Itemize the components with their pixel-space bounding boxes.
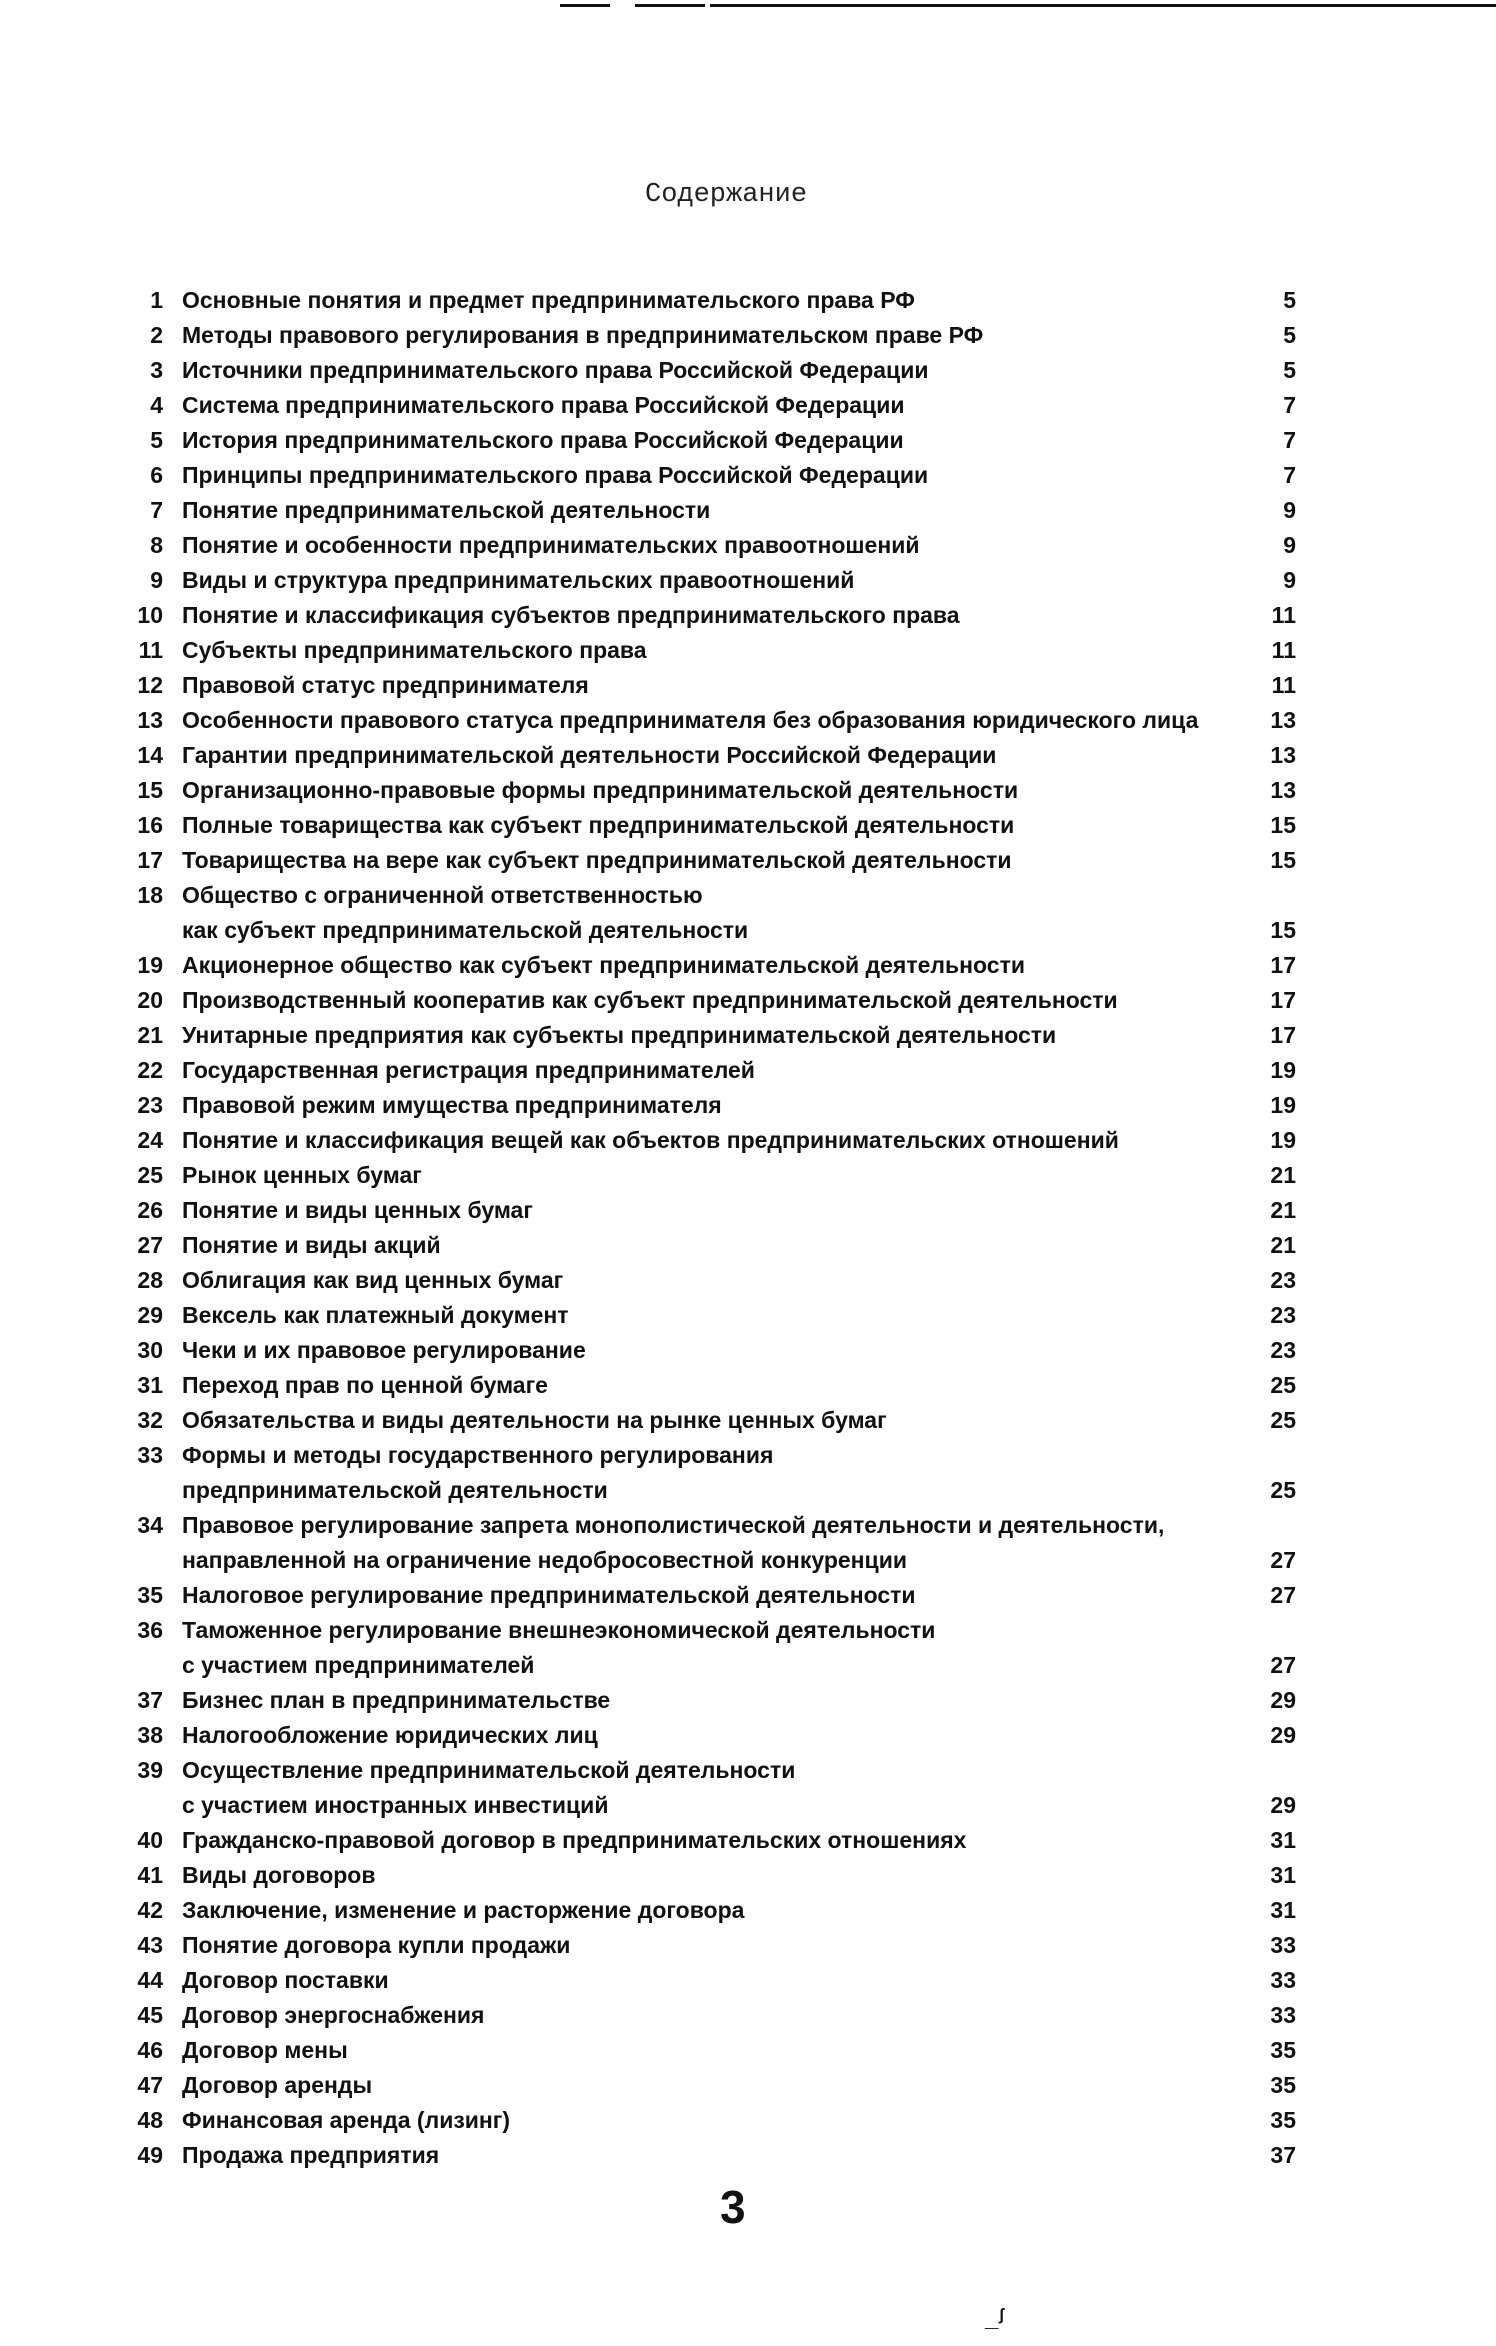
entry-page: 35 xyxy=(1270,2107,1296,2133)
entry-page: 17 xyxy=(1270,1022,1296,1048)
entry-number: 48 xyxy=(137,2107,163,2133)
entry-title: Принципы предпринимательского права Российской Федерации xyxy=(182,462,929,488)
entry-page: 9 xyxy=(1283,497,1296,523)
entry-number: 32 xyxy=(137,1407,163,1433)
entry-title: Таможенное регулирование внешнеэкономической деятельности xyxy=(182,1617,936,1643)
entry-number: 39 xyxy=(137,1757,163,1783)
toc-entry xyxy=(0,1893,1496,1928)
entry-page: 19 xyxy=(1270,1057,1296,1083)
entry-title: Система предпринимательского права Российской Федерации xyxy=(182,392,905,418)
entry-page: 11 xyxy=(1271,672,1296,698)
toc-entry xyxy=(0,633,1496,668)
entry-page: 11 xyxy=(1271,602,1296,628)
entry-title: Методы правового регулирования в предпринимательском праве РФ xyxy=(182,322,984,348)
toc-entry xyxy=(0,563,1496,598)
entry-title: Акционерное общество как субъект предпринимательской деятельности xyxy=(182,952,1025,978)
entry-number: 6 xyxy=(150,462,163,488)
entry-title: Источники предпринимательского права Российской Федерации xyxy=(182,357,929,383)
entry-title: Основные понятия и предмет предпринимательского права РФ xyxy=(182,287,915,313)
entry-page: 33 xyxy=(1270,1932,1296,1958)
entry-number: 3 xyxy=(150,357,163,383)
entry-number: 31 xyxy=(137,1372,163,1398)
entry-page: 11 xyxy=(1271,637,1296,663)
entry-page: 7 xyxy=(1283,427,1296,453)
toc-entry xyxy=(0,703,1496,738)
entry-number: 9 xyxy=(150,567,163,593)
toc-entry xyxy=(0,773,1496,808)
toc-entry xyxy=(0,2138,1496,2173)
toc-entry xyxy=(0,1613,1496,1648)
toc-entry xyxy=(0,1298,1496,1333)
entry-number: 17 xyxy=(137,847,163,873)
entry-title: Особенности правового статуса предпринимателя без образования юридического лица xyxy=(182,707,1199,733)
entry-page: 7 xyxy=(1283,392,1296,418)
entry-title: Правовой режим имущества предпринимателя xyxy=(182,1092,722,1118)
top-scan-line xyxy=(560,4,610,7)
entry-title: Чеки и их правовое регулирование xyxy=(182,1337,586,1363)
entry-page: 19 xyxy=(1270,1092,1296,1118)
entry-title: Унитарные предприятия как субъекты предпринимательской деятельности xyxy=(182,1022,1057,1048)
entry-number: 21 xyxy=(137,1022,163,1048)
toc-entry xyxy=(0,808,1496,843)
table-of-contents xyxy=(0,283,1496,2173)
entry-title: Понятие предпринимательской деятельности xyxy=(182,497,711,523)
entry-number: 47 xyxy=(137,2072,163,2098)
toc-entry xyxy=(0,1403,1496,1438)
entry-number: 8 xyxy=(150,532,163,558)
toc-entry xyxy=(0,2068,1496,2103)
entry-number: 20 xyxy=(137,987,163,1013)
entry-page: 23 xyxy=(1270,1302,1296,1328)
toc-entry xyxy=(0,1753,1496,1788)
toc-entry xyxy=(0,1368,1496,1403)
entry-number: 45 xyxy=(137,2002,163,2028)
entry-page: 15 xyxy=(1270,847,1296,873)
entry-title: Формы и методы государственного регулирования xyxy=(182,1442,774,1468)
entry-title: Рынок ценных бумаг xyxy=(182,1162,422,1188)
entry-title: направленной на ограничение недобросовестной конкуренции xyxy=(182,1547,907,1573)
entry-number: 33 xyxy=(137,1442,163,1468)
entry-page: 29 xyxy=(1270,1687,1296,1713)
entry-number: 22 xyxy=(137,1057,163,1083)
entry-number: 7 xyxy=(150,497,163,523)
toc-entry xyxy=(0,1473,1496,1508)
entry-page: 21 xyxy=(1270,1232,1296,1258)
toc-entry xyxy=(0,948,1496,983)
entry-number: 19 xyxy=(137,952,163,978)
toc-entry xyxy=(0,598,1496,633)
entry-title: Продажа предприятия xyxy=(182,2142,440,2168)
toc-entry xyxy=(0,1683,1496,1718)
entry-title: Гарантии предпринимательской деятельности Российской Федерации xyxy=(182,742,997,768)
entry-page: 29 xyxy=(1270,1722,1296,1748)
toc-entry xyxy=(0,878,1496,913)
entry-page: 5 xyxy=(1283,357,1296,383)
top-scan-line xyxy=(710,4,1496,7)
entry-number: 28 xyxy=(137,1267,163,1293)
entry-title: Гражданско-правовой договор в предпринимательских отношениях xyxy=(182,1827,967,1853)
entry-page: 5 xyxy=(1283,322,1296,348)
entry-title: предпринимательской деятельности xyxy=(182,1477,608,1503)
entry-title: Понятие договора купли продажи xyxy=(182,1932,571,1958)
entry-page: 35 xyxy=(1270,2037,1296,2063)
entry-title: Договор поставки xyxy=(182,1967,389,1993)
entry-title: Понятие и классификация вещей как объектов предпринимательских отношений xyxy=(182,1127,1119,1153)
toc-entry xyxy=(0,318,1496,353)
toc-entry xyxy=(0,493,1496,528)
toc-entry xyxy=(0,1928,1496,1963)
toc-entry xyxy=(0,353,1496,388)
toc-entry xyxy=(0,1088,1496,1123)
page-number: 3 xyxy=(720,2181,746,2233)
toc-entry xyxy=(0,423,1496,458)
entry-number: 37 xyxy=(137,1687,163,1713)
toc-entry xyxy=(0,1123,1496,1158)
toc-entry xyxy=(0,1998,1496,2033)
entry-page: 15 xyxy=(1270,917,1296,943)
entry-title: Правовое регулирование запрета монополистической деятельности и деятельности, xyxy=(182,1512,1165,1538)
entry-page: 9 xyxy=(1283,532,1296,558)
entry-title: Заключение, изменение и расторжение договора xyxy=(182,1897,745,1923)
entry-page: 27 xyxy=(1270,1652,1296,1678)
entry-title: Вексель как платежный документ xyxy=(182,1302,569,1328)
entry-page: 21 xyxy=(1270,1162,1296,1188)
entry-number: 2 xyxy=(150,322,163,348)
entry-page: 33 xyxy=(1270,1967,1296,1993)
entry-title: Общество с ограниченной ответственностью xyxy=(182,882,703,908)
toc-entry xyxy=(0,1193,1496,1228)
toc-entry xyxy=(0,2033,1496,2068)
entry-title: Налоговое регулирование предпринимательской деятельности xyxy=(182,1582,916,1608)
toc-entry xyxy=(0,1718,1496,1753)
entry-page: 13 xyxy=(1270,777,1296,803)
entry-number: 44 xyxy=(137,1967,163,1993)
entry-number: 13 xyxy=(137,707,163,733)
entry-number: 41 xyxy=(137,1862,163,1888)
entry-number: 14 xyxy=(137,742,163,768)
entry-title: Товарищества на вере как субъект предпринимательской деятельности xyxy=(182,847,1012,873)
entry-number: 46 xyxy=(137,2037,163,2063)
entry-title: Финансовая аренда (лизинг) xyxy=(182,2107,511,2133)
entry-title: Понятие и классификация субъектов предпринимательского права xyxy=(182,602,960,628)
entry-page: 27 xyxy=(1270,1547,1296,1573)
toc-entry xyxy=(0,388,1496,423)
entry-page: 31 xyxy=(1270,1897,1296,1923)
entry-title: Виды договоров xyxy=(182,1862,376,1888)
entry-number: 15 xyxy=(137,777,163,803)
entry-page: 17 xyxy=(1270,952,1296,978)
entry-page: 23 xyxy=(1270,1267,1296,1293)
entry-title: Организационно-правовые формы предпринимательской деятельности xyxy=(182,777,1019,803)
entry-number: 42 xyxy=(137,1897,163,1923)
entry-page: 27 xyxy=(1270,1582,1296,1608)
entry-title: Переход прав по ценной бумаге xyxy=(182,1372,548,1398)
entry-number: 23 xyxy=(137,1092,163,1118)
entry-title: как субъект предпринимательской деятельности xyxy=(182,917,749,943)
toc-entry xyxy=(0,1508,1496,1543)
entry-page: 35 xyxy=(1270,2072,1296,2098)
entry-title: Осуществление предпринимательской деятельности xyxy=(182,1757,796,1783)
entry-page: 25 xyxy=(1270,1372,1296,1398)
entry-page: 37 xyxy=(1270,2142,1296,2168)
entry-title: Полные товарищества как субъект предпринимательской деятельности xyxy=(182,812,1015,838)
entry-number: 34 xyxy=(137,1512,163,1538)
toc-entry xyxy=(0,668,1496,703)
entry-title: Договор аренды xyxy=(182,2072,373,2098)
toc-entry xyxy=(0,283,1496,318)
toc-entry xyxy=(0,1263,1496,1298)
entry-title: с участием иностранных инвестиций xyxy=(182,1792,609,1818)
toc-entry xyxy=(0,738,1496,773)
toc-entry xyxy=(0,1158,1496,1193)
entry-title: История предпринимательского права Российской Федерации xyxy=(182,427,904,453)
toc-entry xyxy=(0,913,1496,948)
entry-title: Понятие и особенности предпринимательских правоотношений xyxy=(182,532,920,558)
entry-page: 25 xyxy=(1270,1407,1296,1433)
entry-number: 29 xyxy=(137,1302,163,1328)
entry-page: 19 xyxy=(1270,1127,1296,1153)
entry-title: Налогообложение юридических лиц xyxy=(182,1722,598,1748)
toc-entry xyxy=(0,1438,1496,1473)
entry-number: 1 xyxy=(150,287,163,313)
entry-title: Облигация как вид ценных бумаг xyxy=(182,1267,564,1293)
entry-title: Субъекты предпринимательского права xyxy=(182,637,647,663)
entry-number: 49 xyxy=(137,2142,163,2168)
entry-number: 18 xyxy=(137,882,163,908)
entry-number: 35 xyxy=(137,1582,163,1608)
entry-page: 21 xyxy=(1270,1197,1296,1223)
entry-number: 36 xyxy=(137,1617,163,1643)
entry-title: с участием предпринимателей xyxy=(182,1652,535,1678)
entry-number: 38 xyxy=(137,1722,163,1748)
entry-number: 27 xyxy=(137,1232,163,1258)
entry-page: 31 xyxy=(1270,1862,1296,1888)
entry-page: 33 xyxy=(1270,2002,1296,2028)
toc-entry xyxy=(0,1018,1496,1053)
entry-number: 4 xyxy=(150,392,163,418)
toc-entry xyxy=(0,843,1496,878)
toc-entry xyxy=(0,1858,1496,1893)
entry-number: 16 xyxy=(137,812,163,838)
entry-page: 25 xyxy=(1270,1477,1296,1503)
entry-page: 7 xyxy=(1283,462,1296,488)
entry-page: 13 xyxy=(1270,742,1296,768)
entry-number: 11 xyxy=(138,637,163,663)
entry-title: Понятие и виды акций xyxy=(182,1232,441,1258)
entry-title: Правовой статус предпринимателя xyxy=(182,672,589,698)
toc-entry xyxy=(0,528,1496,563)
entry-page: 23 xyxy=(1270,1337,1296,1363)
entry-page: 15 xyxy=(1270,812,1296,838)
entry-number: 40 xyxy=(137,1827,163,1853)
entry-title: Договор энергоснабжения xyxy=(182,2002,485,2028)
entry-page: 5 xyxy=(1283,287,1296,313)
toc-entry xyxy=(0,1053,1496,1088)
entry-number: 25 xyxy=(137,1162,163,1188)
toc-entry xyxy=(0,1823,1496,1858)
entry-number: 5 xyxy=(150,427,163,453)
entry-page: 17 xyxy=(1270,987,1296,1013)
entry-number: 30 xyxy=(137,1337,163,1363)
toc-entry xyxy=(0,1963,1496,1998)
entry-title: Производственный кооператив как субъект предпринимательской деятельности xyxy=(182,987,1118,1013)
entry-title: Понятие и виды ценных бумаг xyxy=(182,1197,533,1223)
entry-page: 29 xyxy=(1270,1792,1296,1818)
entry-title: Бизнес план в предпринимательстве xyxy=(182,1687,611,1713)
toc-entry xyxy=(0,2103,1496,2138)
toc-entry xyxy=(0,1648,1496,1683)
corner-mark: _ᶴ xyxy=(985,2305,1006,2332)
toc-entry xyxy=(0,1333,1496,1368)
toc-entry xyxy=(0,1228,1496,1263)
entry-title: Виды и структура предпринимательских правоотношений xyxy=(182,567,855,593)
entry-number: 26 xyxy=(137,1197,163,1223)
toc-entry xyxy=(0,1578,1496,1613)
entry-number: 24 xyxy=(137,1127,163,1153)
toc-entry xyxy=(0,458,1496,493)
entry-number: 12 xyxy=(137,672,163,698)
toc-entry xyxy=(0,983,1496,1018)
toc-entry xyxy=(0,1788,1496,1823)
entry-number: 43 xyxy=(137,1932,163,1958)
toc-entry xyxy=(0,1543,1496,1578)
entry-number: 10 xyxy=(137,602,163,628)
page-title: Содержание xyxy=(645,180,808,210)
entry-title: Государственная регистрация предпринимателей xyxy=(182,1057,755,1083)
entry-page: 13 xyxy=(1270,707,1296,733)
entry-title: Обязательства и виды деятельности на рынке ценных бумаг xyxy=(182,1407,887,1433)
top-scan-line xyxy=(635,4,705,7)
entry-page: 31 xyxy=(1270,1827,1296,1853)
entry-title: Договор мены xyxy=(182,2037,348,2063)
entry-page: 9 xyxy=(1283,567,1296,593)
